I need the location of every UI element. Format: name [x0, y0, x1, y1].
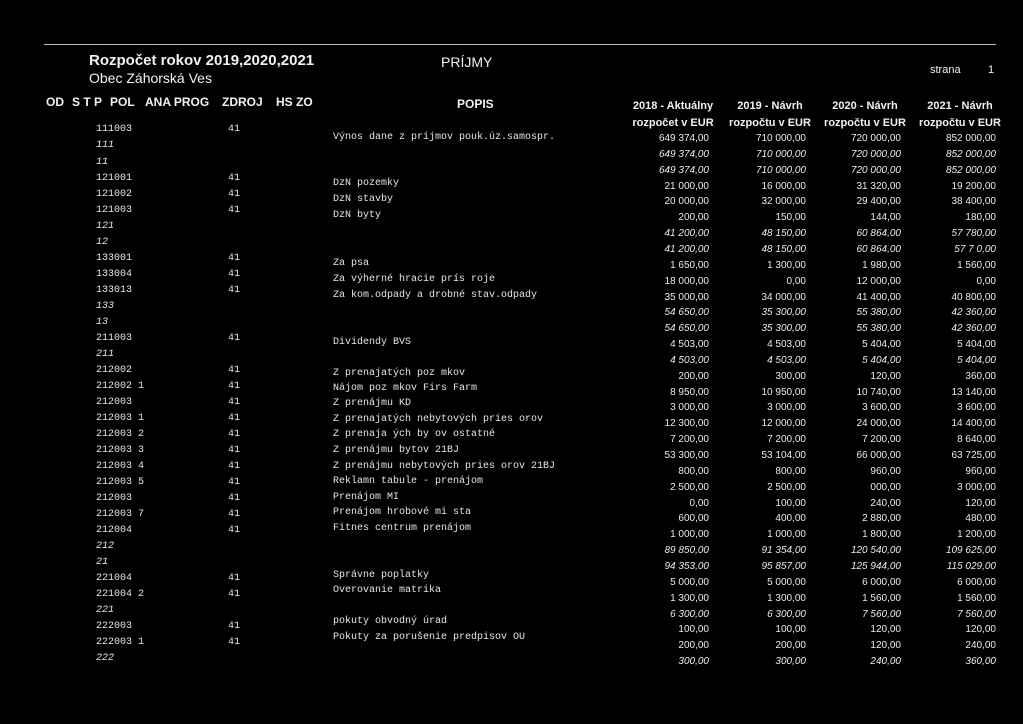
amount-v2019: 400,00 — [775, 513, 806, 525]
description: Za kom.odpady a drobné stav.odpady — [333, 290, 538, 301]
amount-v2018: 35 000,00 — [664, 291, 709, 303]
amount-v2018: 600,00 — [678, 513, 709, 525]
amount-v2018: 8 950,00 — [670, 386, 709, 398]
code-row: 11 — [96, 157, 109, 168]
description: Nájom poz mkov Firs Farm — [333, 383, 478, 394]
amount-v2020: 120,00 — [870, 640, 901, 652]
description: Z prenaja ých by ov ostatné — [333, 429, 496, 440]
amount-v2018: 1 000,00 — [670, 529, 709, 541]
amount-v2021: 57 7 0,00 — [954, 243, 996, 255]
col-header-pol: POL — [110, 95, 135, 109]
amount-v2018: 12 300,00 — [664, 418, 709, 430]
description: Za psa — [333, 258, 370, 269]
amount-v2019: 300,00 — [775, 656, 806, 667]
amount-v2018: 89 850,00 — [664, 545, 709, 557]
amount-v2021: 120,00 — [965, 624, 996, 636]
amount-v2018: 300,00 — [678, 656, 709, 667]
amount-v2021: 240,00 — [965, 640, 996, 652]
amount-v2019: 1 000,00 — [767, 529, 806, 541]
code-row: 111003 41 — [96, 124, 241, 135]
amount-v2020: 720 000,00 — [850, 148, 901, 160]
amount-v2021: 5 404,00 — [957, 354, 996, 366]
amount-v2018: 2 500,00 — [670, 481, 709, 493]
amount-v2019: 1 300,00 — [767, 259, 806, 271]
amount-v2018: 6 300,00 — [670, 608, 709, 620]
description: Overovanie matrika — [333, 585, 442, 596]
amount-v2020: 144,00 — [870, 212, 901, 224]
code-row: 21 — [96, 557, 109, 568]
description: pokuty obvodný úrad — [333, 616, 448, 627]
code-row: 212003 1 41 — [96, 413, 241, 424]
amount-v2020: 1 560,00 — [862, 592, 901, 604]
amount-v2018: 94 353,00 — [664, 561, 709, 572]
code-row: 121001 41 — [96, 173, 241, 184]
amount-v2019: 710 000,00 — [755, 133, 806, 144]
col-header-2021: 2021 - Návrh — [927, 100, 993, 112]
amount-v2021: 1 560,00 — [957, 259, 996, 271]
document-title: Rozpočet rokov 2019,2020,2021 — [89, 52, 315, 69]
col-header-2020: 2020 - Návrh — [832, 100, 898, 112]
code-row: 212004 41 — [96, 525, 241, 536]
description: Výnos dane z príjmov pouk.úz.samospr. — [333, 132, 556, 143]
col-header-2020-unit: rozpočtu v EUR — [824, 117, 906, 129]
amount-v2019: 7 200,00 — [767, 434, 806, 446]
amount-v2018: 0,00 — [689, 497, 709, 509]
code-row: 211003 41 — [96, 333, 241, 344]
amount-v2020: 66 000,00 — [856, 450, 901, 461]
amount-v2021: 57 780,00 — [951, 228, 996, 240]
col-header-stp: S T P — [72, 95, 103, 109]
amount-v2018: 21 000,00 — [664, 180, 709, 192]
amount-v2021: 360,00 — [965, 656, 996, 667]
amount-v2018: 41 200,00 — [664, 228, 709, 240]
amount-v2021: 8 640,00 — [957, 434, 996, 446]
amount-v2019: 16 000,00 — [761, 180, 806, 192]
amount-v2021: 13 140,00 — [951, 386, 996, 398]
amount-v2019: 150,00 — [775, 212, 806, 224]
amount-v2018: 3 000,00 — [670, 402, 709, 414]
amount-v2018: 649 374,00 — [658, 133, 709, 144]
amount-v2020: 720 000,00 — [850, 133, 901, 144]
amount-v2021: 960,00 — [965, 465, 996, 477]
description: Z prenajatých poz mkov — [333, 368, 466, 379]
amount-v2021: 1 560,00 — [957, 592, 996, 604]
amount-v2018: 20 000,00 — [664, 196, 709, 208]
amount-v2018: 18 000,00 — [664, 275, 709, 287]
amount-v2020: 7 560,00 — [862, 608, 901, 620]
header-rule — [44, 44, 996, 45]
col-header-popis: POPIS — [457, 97, 494, 111]
amount-v2021: 0,00 — [976, 275, 996, 287]
code-row: 212003 3 41 — [96, 445, 241, 456]
description: DzN stavby — [333, 194, 394, 205]
amount-v2021: 852 000,00 — [945, 133, 996, 144]
amount-v2020: 960,00 — [870, 465, 901, 477]
amount-v2019: 35 300,00 — [761, 307, 806, 319]
code-row: 212 — [96, 541, 115, 552]
amount-v2018: 4 503,00 — [670, 339, 709, 350]
amount-v2020: 55 380,00 — [856, 307, 901, 319]
amount-v2019: 0,00 — [786, 275, 806, 287]
code-row: 212003 4 41 — [96, 461, 241, 472]
amount-v2020: 125 944,00 — [850, 561, 901, 572]
amount-v2018: 200,00 — [678, 640, 709, 652]
description: DzN pozemky — [333, 178, 400, 189]
amount-v2019: 48 150,00 — [761, 243, 806, 255]
code-row: 221004 2 41 — [96, 589, 241, 600]
amount-v2021: 6 000,00 — [957, 576, 996, 588]
code-row: 211 — [96, 349, 115, 360]
amount-v2018: 41 200,00 — [664, 243, 709, 255]
amount-v2019: 5 000,00 — [767, 576, 806, 588]
amount-v2021: 40 800,00 — [951, 291, 996, 303]
code-row: 212003 2 41 — [96, 429, 241, 440]
amount-v2020: 6 000,00 — [862, 576, 901, 588]
amount-v2018: 200,00 — [678, 212, 709, 224]
code-row: 222003 1 41 — [96, 637, 241, 648]
amount-v2020: 12 000,00 — [856, 275, 901, 287]
description: Pokuty za porušenie predpisov OU — [333, 632, 526, 643]
page-number: 1 — [988, 64, 995, 76]
amount-v2020: 2 880,00 — [862, 513, 901, 525]
section-title: PRÍJMY — [441, 54, 493, 70]
amount-v2021: 19 200,00 — [951, 180, 996, 192]
amount-v2020: 120 540,00 — [850, 545, 901, 557]
code-row: 121 — [96, 221, 115, 232]
code-row: 212003 41 — [96, 493, 241, 504]
amount-v2021: 120,00 — [965, 497, 996, 509]
amount-v2021: 109 625,00 — [945, 545, 996, 557]
amount-v2020: 60 864,00 — [856, 228, 901, 240]
amount-v2021: 115 029,00 — [946, 561, 996, 572]
amount-v2019: 35 300,00 — [761, 323, 806, 335]
amount-v2019: 32 000,00 — [761, 196, 806, 208]
amount-v2021: 42 360,00 — [951, 307, 996, 319]
description: Fitnes centrum prenájom — [333, 523, 472, 534]
col-header-anaprog: ANA PROG — [145, 95, 210, 109]
amount-v2020: 41 400,00 — [856, 291, 901, 303]
amount-v2021: 1 200,00 — [957, 529, 996, 541]
amount-v2021: 3 600,00 — [957, 402, 996, 414]
amount-v2020: 55 380,00 — [856, 323, 901, 335]
amount-v2019: 91 354,00 — [761, 545, 806, 557]
amount-v2020: 240,00 — [870, 656, 901, 667]
amount-v2021: 14 400,00 — [951, 418, 996, 430]
amount-v2018: 649 374,00 — [658, 164, 709, 176]
amount-v2019: 710 000,00 — [755, 148, 806, 160]
amount-v2021: 5 404,00 — [957, 339, 996, 350]
description: Prenájom MI — [333, 492, 400, 503]
amount-v2020: 5 404,00 — [862, 339, 901, 350]
code-row: 133 — [96, 301, 115, 312]
amount-v2018: 1 300,00 — [670, 592, 709, 604]
description: Prenájom hrobové mi sta — [333, 507, 472, 518]
amount-v2018: 1 650,00 — [670, 259, 709, 271]
amount-v2021: 38 400,00 — [951, 196, 996, 208]
amount-v2019: 200,00 — [775, 640, 806, 652]
code-row: 212003 5 41 — [96, 477, 241, 488]
amount-v2020: 720 000,00 — [850, 164, 901, 176]
description: DzN byty — [333, 210, 382, 221]
amount-v2020: 120,00 — [870, 624, 901, 636]
description: Dividendy BVS — [333, 337, 412, 348]
code-row: 121003 41 — [96, 205, 241, 216]
amount-v2019: 100,00 — [775, 497, 806, 509]
amount-v2019: 1 300,00 — [767, 592, 806, 604]
amount-v2021: 180,00 — [965, 212, 996, 224]
amount-v2019: 48 150,00 — [761, 228, 806, 240]
amount-v2018: 200,00 — [678, 370, 709, 382]
amount-v2021: 480,00 — [965, 513, 996, 525]
amount-v2019: 12 000,00 — [761, 418, 806, 430]
code-row: 222003 41 — [96, 621, 241, 632]
code-row: 221004 41 — [96, 573, 241, 584]
code-row: 133004 41 — [96, 269, 241, 280]
amount-v2018: 54 650,00 — [664, 323, 709, 335]
amount-v2019: 34 000,00 — [761, 291, 806, 303]
amount-v2020: 3 600,00 — [862, 402, 901, 414]
code-row: 111 — [96, 140, 115, 151]
amount-v2021: 63 725,00 — [951, 450, 996, 461]
amount-v2019: 10 950,00 — [761, 386, 806, 398]
amount-v2020: 1 800,00 — [862, 529, 901, 541]
amount-v2018: 800,00 — [678, 465, 709, 477]
amount-v2020: 5 404,00 — [862, 354, 901, 366]
col-header-2018-unit: rozpočet v EUR — [632, 117, 714, 129]
code-row: 222 — [96, 653, 115, 664]
amount-v2018: 54 650,00 — [664, 307, 709, 319]
code-row: 121002 41 — [96, 189, 241, 200]
code-row: 212002 41 — [96, 365, 241, 376]
amount-v2021: 3 000,00 — [957, 481, 996, 493]
col-header-2019: 2019 - Návrh — [737, 100, 803, 112]
col-header-2021-unit: rozpočtu v EUR — [919, 117, 1001, 129]
amount-v2020: 31 320,00 — [856, 180, 901, 192]
col-header-hszo: HS ZO — [276, 95, 313, 109]
col-header-od: OD — [46, 95, 64, 109]
amount-v2020: 240,00 — [870, 497, 901, 509]
amount-v2018: 7 200,00 — [670, 434, 709, 446]
amount-v2018: 4 503,00 — [670, 354, 709, 366]
amount-v2019: 4 503,00 — [767, 354, 806, 366]
description: Reklamn tabule - prenájom — [333, 476, 484, 487]
code-row: 13 — [96, 317, 109, 328]
amount-v2020: 10 740,00 — [856, 386, 901, 398]
amount-v2019: 100,00 — [775, 624, 806, 636]
amount-v2020: 29 400,00 — [856, 196, 901, 208]
amount-v2021: 852 000,00 — [945, 164, 996, 176]
amount-v2019: 4 503,00 — [767, 339, 806, 350]
code-row: 12 — [96, 237, 109, 248]
description: Za výherné hracie prís roje — [333, 274, 496, 285]
description: Z prenájmu nebytových pries orov 21BJ — [333, 461, 556, 472]
description: Z prenájmu bytov 21BJ — [333, 445, 460, 456]
amount-v2019: 800,00 — [775, 465, 806, 477]
amount-v2018: 649 374,00 — [658, 148, 709, 160]
code-row: 212002 1 41 — [96, 381, 241, 392]
code-row: 212003 41 — [96, 397, 241, 408]
municipality-name: Obec Záhorská Ves — [89, 70, 212, 86]
amount-v2019: 95 857,00 — [761, 561, 806, 572]
amount-v2020: 7 200,00 — [862, 434, 901, 446]
amount-v2021: 42 360,00 — [951, 323, 996, 335]
amount-v2021: 852 000,00 — [945, 148, 996, 160]
amount-v2019: 710 000,00 — [755, 164, 806, 176]
code-row: 212003 7 41 — [96, 509, 241, 520]
amount-v2019: 6 300,00 — [767, 608, 806, 620]
col-header-2019-unit: rozpočtu v EUR — [729, 117, 811, 129]
code-row: 221 — [96, 605, 115, 616]
col-header-2018: 2018 - Aktuálny — [632, 100, 714, 112]
amount-v2019: 2 500,00 — [767, 481, 806, 493]
amount-v2018: 5 000,00 — [670, 576, 709, 588]
description: Z prenájmu KD — [333, 398, 412, 409]
amount-v2019: 3 000,00 — [767, 402, 806, 414]
amount-v2020: 000,00 — [870, 481, 901, 493]
page-label: strana — [930, 64, 961, 76]
amount-v2020: 120,00 — [870, 370, 901, 382]
amount-v2019: 53 104,00 — [761, 450, 806, 461]
amount-v2019: 300,00 — [775, 370, 806, 382]
amount-v2018: 100,00 — [678, 624, 709, 636]
code-row: 133001 41 — [96, 253, 241, 264]
description: Správne poplatky — [333, 570, 430, 581]
code-row: 133013 41 — [96, 285, 241, 296]
amount-v2020: 1 980,00 — [862, 259, 901, 271]
amount-v2020: 60 864,00 — [856, 243, 901, 255]
amount-v2018: 53 300,00 — [664, 450, 709, 461]
amount-v2020: 24 000,00 — [856, 418, 901, 430]
amount-v2021: 7 560,00 — [957, 608, 996, 620]
amount-v2021: 360,00 — [965, 370, 996, 382]
col-header-zdroj: ZDROJ — [222, 95, 263, 109]
description: Z prenajatých nebytových pries orov — [333, 414, 544, 425]
